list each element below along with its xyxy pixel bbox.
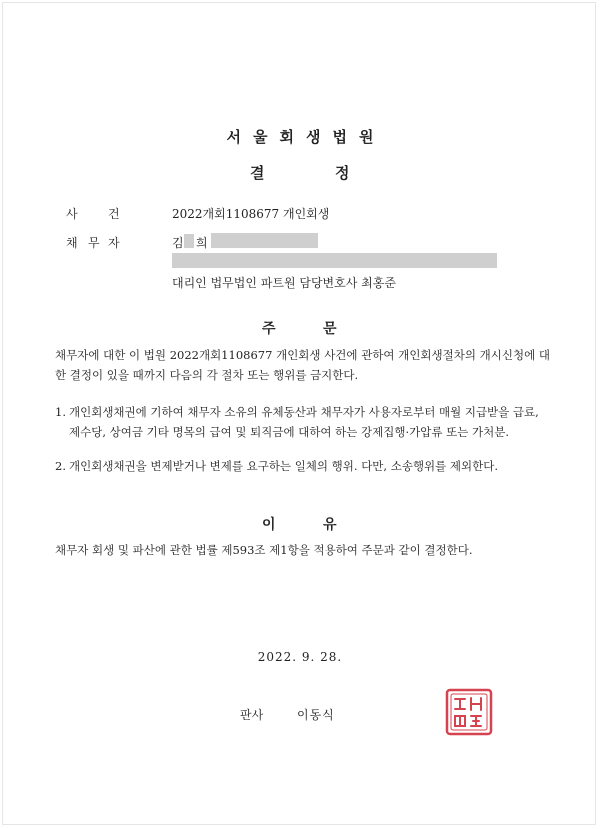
debtor-label-char: 무 [88,236,100,250]
order-item [55,456,550,476]
case-number: 2022개회1108677 개인회생 [172,207,330,221]
redaction-block [172,253,497,268]
debtor-label-char: 채 [66,236,78,250]
title-char: 정 [335,164,350,182]
redaction-block [184,234,194,248]
item-number: 2. [55,459,66,473]
redaction-block [211,233,318,248]
judge-title: 판사 [240,708,264,722]
debtor-name-given: 김 [172,236,184,250]
judge-name: 이동식 [297,708,335,722]
reason-paragraph: 채무자 회생 및 파산에 관한 법률 제593조 제1항을 적용하여 주문과 같이 결정한다. [55,543,473,557]
judge-seal-icon [443,686,495,738]
debtor-label-char: 자 [108,236,120,250]
heading-char: 이 [262,517,276,533]
representative: 대리인 법무법인 파트원 담당변호사 최홍준 [172,276,396,290]
item-number: 1. [55,405,66,419]
case-label-char: 사 [66,207,78,221]
order-paragraph: 채무자에 대한 이 법원 2022개회1108677 개인회생 사건에 관하여 개인회생절차의 개시신청에 대한 결정이 있을 때까지 다음의 각 절차 또는 행위를 금지한다. [55,348,550,382]
court-name: 서울회생법원 [226,128,386,146]
heading-char: 문 [323,321,337,337]
decision-date: 2022. 9. 28. [257,650,343,664]
item-text: 개인회생채권에 기하여 채무자 소유의 유체동산과 채무자가 사용자로부터 매월 지급받을 급료, 제수당, 상여금 기타 명목의 급여 및 퇴직금에 대하여 하는 강제집행·가압류 또는 가처분. [69,405,539,439]
heading-char: 유 [323,517,337,533]
order-item [55,402,550,442]
title-char: 결 [250,164,265,182]
heading-char: 주 [262,321,276,337]
debtor-name-end: 희 [196,236,208,250]
case-label-char: 건 [108,207,120,221]
item-text: 개인회생채권을 변제받거나 변제를 요구하는 일체의 행위. 다만, 소송행위를 제외한다. [69,459,499,473]
